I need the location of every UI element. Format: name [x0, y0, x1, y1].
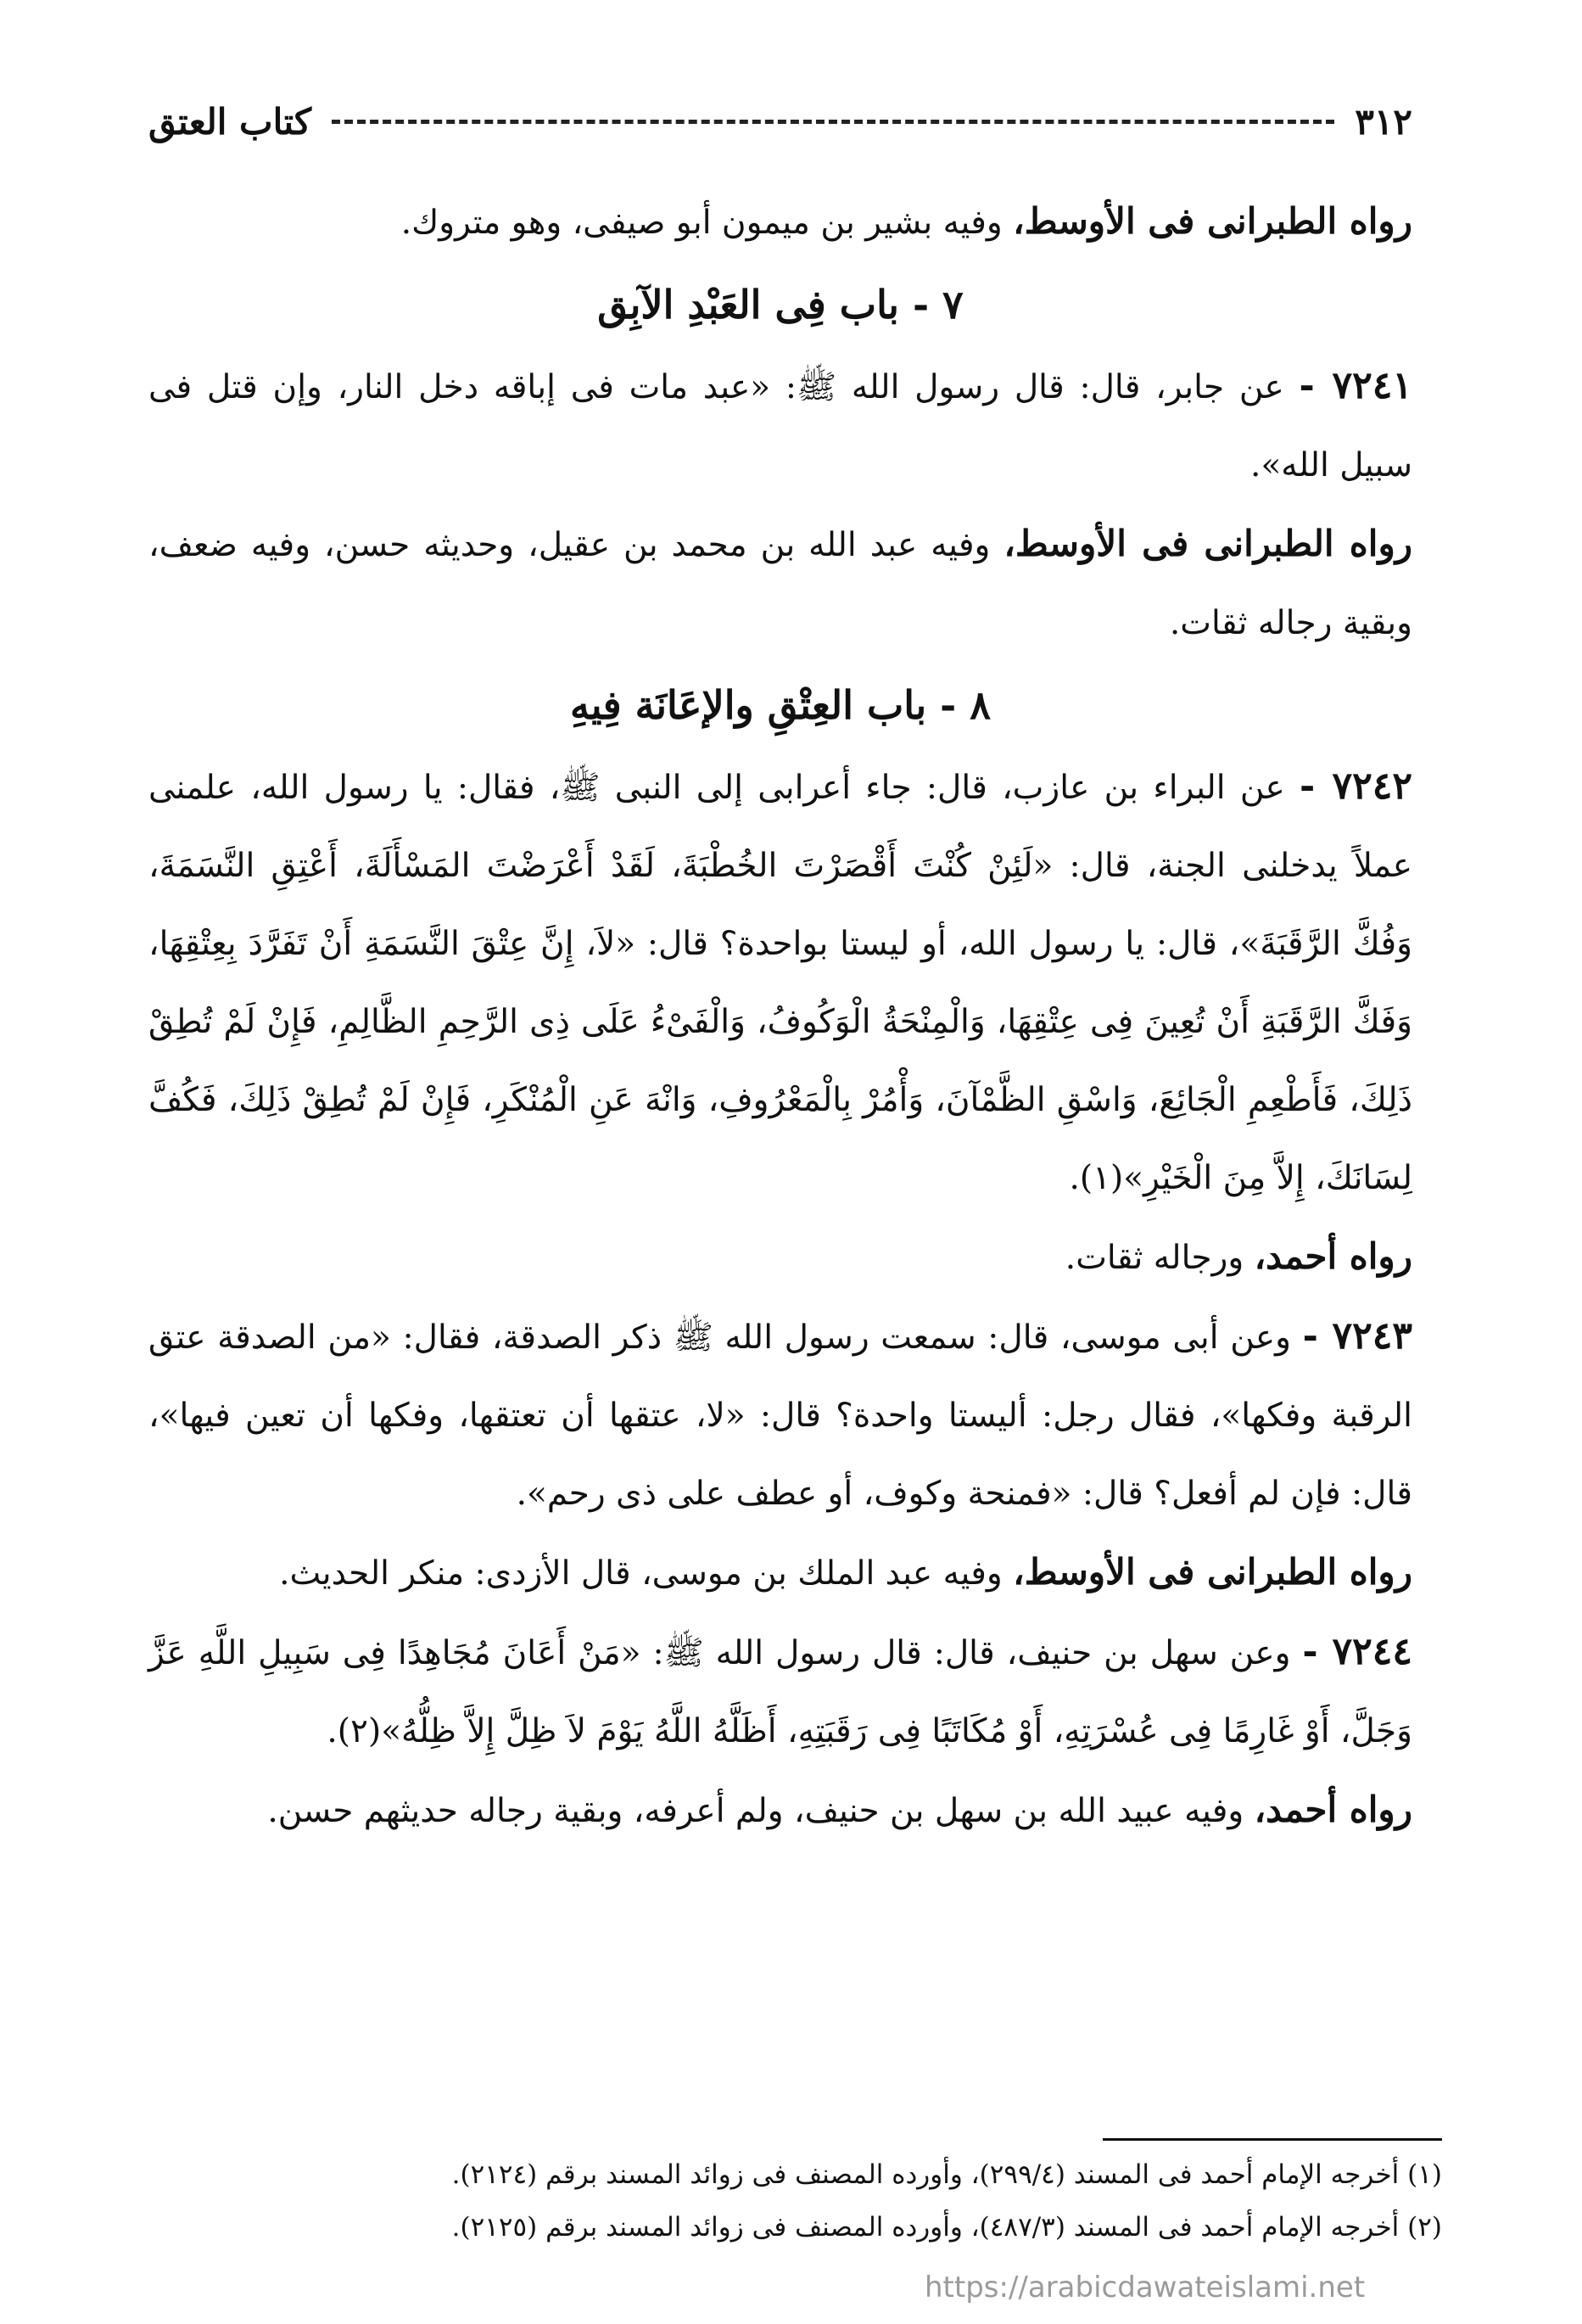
hadith-entry — [148, 1613, 1412, 1771]
hadith-entry — [148, 347, 1412, 505]
source-note-label: رواه الطبرانى فى الأوسط، — [1003, 523, 1413, 564]
footnote: (٢) أخرجه الإمام أحمد فى المسند (٤٨٧/٣)، وأورده المصنف فى زوائد المسند برقم (٢١٢٥). — [451, 2212, 1442, 2243]
footnote-divider — [1103, 2138, 1442, 2141]
book-title: كتاب العتق — [148, 100, 312, 143]
source-note-text: وفيه عبد الله بن محمد بن عقيل، وحديثه حسن، وفيه ضعف، وبقية رجاله ثقات. — [148, 526, 1412, 642]
source-note-label: رواه الطبرانى فى الأوسط، — [1013, 1551, 1412, 1593]
footnotes — [221, 2148, 1442, 2254]
site-watermark: https://arabicdawateislami.net — [925, 2271, 1366, 2304]
source-note — [148, 1218, 1412, 1297]
hadith-entry — [148, 748, 1412, 1218]
page-header — [148, 92, 1412, 151]
hadith-number: ٧٢٤١ - — [1299, 364, 1412, 407]
hadith-number: ٧٢٤٢ - — [1300, 764, 1412, 808]
source-note — [148, 1771, 1412, 1851]
main-text — [148, 182, 1412, 1851]
hadith-text: عن البراء بن عازب، قال: جاء أعرابى إلى النبى ﷺ، فقال: يا رسول الله، علمنى عملاً يدخلنى الجنة، قال: «لَئِنْ كُنْتَ أَقْصَرْتَ الخُطْبَةَ، لَقَدْ أَعْرَضْتَ المَسْأَلَةَ، أَعْتِقِ النَّسَمَةَ، وَفُكَّ الرَّقَبَةَ»، قال: يا رسول الله، أو ليستا بواحدة؟ قال: «لاَ، إِنَّ عِتْقَ النَّسَمَةِ أَنْ تَفَرَّدَ بِعِتْقِهَا، وَفَكَّ الرَّقَبَةِ أَنْ تُعِينَ فِى عِتْقِهَا، وَالْمِنْحَةُ الْوَكُوفُ، وَالْفَىْءُ عَلَى ذِى الرَّحِمِ الظَّالِمِ، فَإِنْ لَمْ تُطِقْ ذَلِكَ، فَأَطْعِمِ الْجَائِعَ، وَاسْقِ الظَّمْآنَ، وَأْمُرْ بِالْمَعْرُوفِ، وَانْهَ عَنِ الْمُنْكَرِ، فَإِنْ لَمْ تُطِقْ ذَلِكَ، فَكُفَّ لِسَانَكَ، إِلاَّ مِنَ الْخَيْرِ»(١). — [148, 769, 1412, 1197]
source-note-label: رواه أحمد، — [1254, 1235, 1412, 1277]
source-note-label: رواه الطبرانى فى الأوسط، — [1013, 200, 1412, 242]
source-note — [148, 505, 1412, 663]
hadith-number: ٧٢٤٤ - — [1302, 1630, 1412, 1673]
source-note-text: ورجاله ثقات. — [1065, 1239, 1255, 1277]
source-note-text: وفيه عبد الملك بن موسى، قال الأزدى: منكر الحديث. — [279, 1554, 1014, 1593]
hadith-text: وعن أبى موسى، قال: سمعت رسول الله ﷺ ذكر الصدقة، فقال: «من الصدقة عتق الرقبة وفكها»، فقال رجل: أليستا واحدة؟ قال: «لا، عتقها أن تعتقها، وفكها أن تعين فيها»، قال: فإن لم أفعل؟ قال: «فمنحة وكوف، أو عطف على ذى رحم». — [148, 1319, 1412, 1513]
hadith-number: ٧٢٤٣ - — [1302, 1314, 1412, 1358]
chapter-heading: ٧ - باب فِى العَبْدِ الآبِق — [597, 282, 964, 328]
source-note-text: وفيه بشير بن ميمون أبو صيفى، وهو متروك. — [400, 204, 1014, 242]
header-dashed-rule — [332, 120, 1334, 124]
source-note-text: وفيه عبيد الله بن سهل بن حنيف، ولم أعرفه، وبقية رجاله حديثهم حسن. — [267, 1792, 1255, 1830]
chapter-heading: ٨ - باب العِتْقِ والإعَانَة فِيهِ — [570, 682, 991, 728]
hadith-text: وعن سهل بن حنيف، قال: قال رسول الله ﷺ: «مَنْ أَعَانَ مُجَاهِدًا فِى سَبِيلِ اللَّهِ عَزَّ وَجَلَّ، أَوْ غَارِمًا فِى عُسْرَتِهِ، أَوْ مُكَاتَبًا فِى رَقَبَتِهِ، أَظَلَّهُ اللَّهُ يَوْمَ لاَ ظِلَّ إِلاَّ ظِلُّهُ»(٢). — [148, 1634, 1412, 1750]
hadith-text: عن جابر، قال: قال رسول الله ﷺ: «عبد مات فى إباقه دخل النار، وإن قتل فى سبيل الله». — [148, 368, 1412, 484]
page-number: ٣١٢ — [1355, 100, 1412, 143]
footnote: (١) أخرجه الإمام أحمد فى المسند (٢٩٩/٤)، وأورده المصنف فى زوائد المسند برقم (٢١٢٤). — [451, 2159, 1442, 2190]
hadith-entry — [148, 1297, 1412, 1533]
source-note — [148, 1533, 1412, 1613]
source-note-label: رواه أحمد، — [1254, 1789, 1412, 1830]
source-note — [148, 182, 1412, 262]
